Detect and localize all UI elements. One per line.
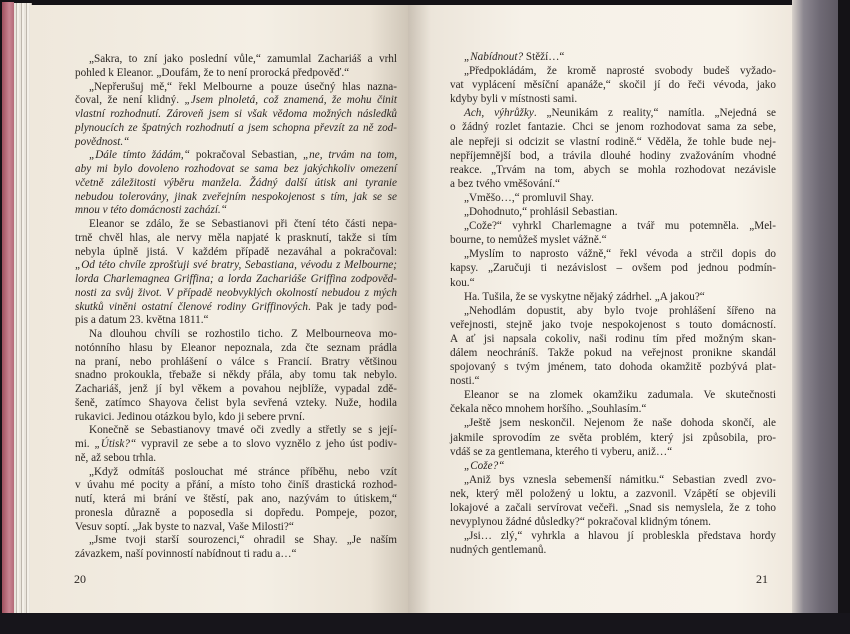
- paragraph: [450, 219, 776, 247]
- text-segment: snadno prokoukla, třebaže si někdy přála, aby tomu tak nebylo.: [75, 369, 397, 382]
- text-line: [450, 247, 776, 261]
- text-segment: veřejnosti, stejně jako tvoje nespokojenost s touto domácností.: [450, 318, 776, 331]
- italic-text-segment: nebudou tolerovány, jinak zveřejním nespokojenost s tím, jak se se: [75, 190, 397, 203]
- text-line: [450, 431, 776, 445]
- paragraph: [450, 50, 776, 64]
- text-segment: čekala něco mnohem horšího. „Souhlasím.“: [450, 403, 647, 416]
- italic-text-segment: nosti za svůj život. V případě neobvyklých okolností nebudou z mých: [75, 286, 397, 299]
- text-segment: nevyplynou žádné důsledky?“ pokračoval klidným tónem.: [450, 516, 711, 529]
- text-line: [450, 50, 776, 64]
- text-line: [450, 177, 776, 191]
- paragraph: [75, 534, 397, 562]
- text-line: [450, 106, 776, 120]
- italic-text-segment: Ach, výhrůžky: [464, 107, 534, 120]
- text-line: [450, 529, 776, 543]
- text-line: [75, 81, 397, 95]
- paragraph: [450, 416, 776, 458]
- text-segment: A ať jsi napsala cokoliv, naši rodinu tím před možným skan-: [450, 332, 776, 345]
- text-line: [450, 416, 776, 430]
- text-line: [450, 402, 776, 416]
- text-line: [450, 374, 776, 388]
- text-segment: bourne, to nemůžeš myslet vážně.“: [450, 234, 607, 247]
- text-segment: lokajové a začali servírovat večeři. „Snad sis nemyslela, že z toho: [450, 502, 776, 514]
- text-segment: „Vměšo…,“ promluvil Shay.: [464, 191, 594, 204]
- text-segment: Stěží…“: [523, 51, 565, 63]
- text-segment: šeně, zatímco Shayova čelist byla sevřená vzteky. Nuže, hodila: [75, 396, 397, 409]
- italic-text-segment: „ne, trvám na tom,: [302, 149, 398, 162]
- text-line: [450, 543, 776, 557]
- text-segment: vdáš se za gentlemana, kterého ti vyberu, aniž…“: [450, 445, 673, 458]
- text-segment: „Cože?“ vyhrkl Charlemagne a tvář mu potemněla. „Mel-: [464, 220, 776, 233]
- book-cover-edge: [2, 2, 14, 620]
- paragraph: [450, 64, 776, 106]
- text-line: [75, 466, 397, 480]
- italic-text-segment: včetně záležitosti výběru manžela. Žádný další útisk ani tyranie: [75, 176, 397, 189]
- text-line: [75, 218, 397, 232]
- text-line: [75, 548, 397, 562]
- text-line: [450, 261, 776, 275]
- text-segment: notónního hlasu by Eleanor nepoznala, zda čte seznam prádla: [75, 341, 397, 354]
- paragraph: [450, 191, 776, 205]
- text-line: [450, 120, 776, 134]
- text-line: [450, 135, 776, 149]
- text-line: [450, 445, 776, 459]
- text-segment: Na dlouhou chvíli se rozhostilo ticho. Z Melbourneova mo-: [89, 328, 397, 340]
- text-line: [450, 515, 776, 529]
- text-segment: v úvahu mé pocity a přání, a místo toho činíš drastická rozhod-: [75, 479, 397, 492]
- text-segment: ně, až sebou trhla.: [75, 451, 157, 464]
- text-segment: Zachariáš, jenž jí byl věkem a povahou nejblíže, vypadal zdě-: [75, 383, 397, 395]
- text-line: [75, 163, 397, 177]
- text-line: [450, 318, 776, 332]
- text-line: [75, 94, 397, 108]
- text-line: [450, 64, 776, 78]
- text-segment: „Myslím to naprosto vážně,“ řekl vévoda a strčil dopis do: [464, 248, 776, 261]
- text-segment: „Jsme tvoji starší sourozenci,“ ohradil se Shay. „Je naším: [89, 534, 397, 547]
- text-line: [450, 501, 776, 515]
- text-segment: „Dohodnuto,“ prohlásil Sebastian.: [464, 206, 618, 219]
- text-line: [75, 204, 397, 218]
- italic-text-segment: vlastní rozhodnutí. Zároveň jsem si však vědoma možných následků: [75, 108, 397, 120]
- right-page: [408, 5, 792, 613]
- text-segment: „Jsi… zlý,“ vyhrkla a hlavou jí probleskla představa hordy: [464, 530, 776, 543]
- text-segment: „Předpokládám, že kromě naprosté svobody budeš vyžado-: [464, 65, 776, 78]
- text-line: [75, 273, 397, 287]
- text-segment: Ha. Tušila, že se vyskytne nějaký zádrhel. „A jakou?“: [464, 290, 705, 303]
- page-number-left: 20: [74, 572, 86, 586]
- text-line: [450, 163, 776, 177]
- italic-text-segment: lorda Charlemagnea Griffina; a lorda Zachariáše Griffina zodpověd-: [75, 273, 397, 285]
- text-line: [450, 332, 776, 346]
- text-segment: Eleanor se zdálo, že se Sebastianovi při čtení této části nepa-: [89, 218, 397, 230]
- text-line: [75, 356, 397, 370]
- text-segment: kapsy. „Zaručuji ti nezávislost – ovšem pod jednou podmín-: [450, 262, 776, 275]
- text-segment: . Pak je tady pod-: [307, 300, 398, 313]
- text-segment: pokračoval Sebastian,: [189, 149, 303, 162]
- paragraph: [450, 106, 776, 191]
- text-segment: nepříjemnější bod, a trávila dlouhé hodiny zvažováním vhodné: [450, 149, 776, 162]
- text-line: [75, 301, 397, 315]
- text-segment: vat vyplácení měsíční apanáže,“ skočil jí do řeči vévoda, jako: [450, 79, 776, 92]
- text-segment: Vesuv soptí. „Jak byste to nazval, Vaše Milosti?“: [75, 520, 294, 533]
- text-line: [75, 67, 397, 81]
- text-line: [450, 360, 776, 374]
- text-segment: závazkem, naší povinností nabídnout ti radu a…“: [75, 548, 297, 560]
- italic-text-segment: „Dále tímto žádám,“: [89, 149, 190, 162]
- text-line: [450, 205, 776, 219]
- text-line: [75, 452, 397, 466]
- text-segment: jakmile sprovodím ze světa problém, který jsi způsobila, pro-: [450, 431, 776, 444]
- text-segment: nutí, která mi brání ve štěstí, pak ano, nazývám to útiskem,“: [75, 493, 397, 505]
- paragraph: [75, 53, 397, 81]
- text-segment: nebyla úplně jistá. V každém případě nezaváhal a pokračoval:: [75, 245, 397, 258]
- paragraph: [450, 290, 776, 304]
- table-surface: [0, 613, 850, 634]
- text-line: [75, 479, 397, 493]
- italic-text-segment: skutků viněni ostatní členové rodiny Griffinových: [75, 300, 308, 313]
- text-line: [75, 521, 397, 535]
- text-segment: „Nepřerušuj mě,“ řekl Melbourne a pouze úsečný hlas nazna-: [89, 80, 397, 93]
- text-segment: nosti.“: [450, 375, 480, 388]
- text-line: [450, 78, 776, 92]
- italic-text-segment: plynoucích ze špatných rozhodnutí a jsem schopna převzít za ně zod-: [75, 121, 397, 134]
- text-segment: ale nepřeji si odcizit se vlastní rodině.“ Věděla, že tohle bude nej-: [450, 135, 776, 148]
- text-segment: dálem neochráníš. Takže pokud na veřejnost pronikne skandál: [450, 346, 776, 359]
- text-line: [75, 438, 397, 452]
- text-line: [75, 232, 397, 246]
- text-line: [75, 383, 397, 397]
- text-segment: pis a datum 23. května 1811.“: [75, 314, 209, 327]
- text-line: [75, 108, 397, 122]
- text-segment: „Nehodlám dopustit, aby bylo tvoje prohlášení šířeno na: [464, 304, 776, 317]
- text-segment: reakce. „Trvám na tom, abych se mohla rozhodovat nezávisle: [450, 163, 776, 176]
- text-segment: na praní, nebo prohlášení o válce s Francií. Bratry většinou: [75, 355, 397, 368]
- text-line: [75, 149, 397, 163]
- text-segment: „Aniž bys vznesla sebemenší námitku.“ Sebastian zvedl zvo-: [464, 473, 776, 486]
- text-segment: pohled k Eleanor. „Doufám, že to není prorocká předpověď.“: [75, 66, 350, 79]
- italic-text-segment: „Cože?“: [464, 459, 505, 472]
- text-segment: o žádný rozlet fantazie. Chci se jenom rozhodovat sama za sebe,: [450, 121, 776, 134]
- paragraph: [75, 424, 397, 465]
- page-stack-edge-right: [792, 0, 838, 620]
- italic-text-segment: „Nabídnout?: [464, 51, 524, 63]
- paragraph: [75, 328, 397, 424]
- text-line: [450, 473, 776, 487]
- paragraph: [75, 466, 397, 535]
- italic-text-segment: povědnost.“: [75, 135, 130, 148]
- paragraph: [450, 247, 776, 289]
- text-line: [75, 424, 397, 438]
- paragraph: [75, 81, 397, 150]
- text-segment: kou.“: [450, 276, 475, 289]
- text-line: [75, 122, 397, 136]
- text-line: [75, 287, 397, 301]
- text-line: [75, 246, 397, 260]
- text-segment: vypravil ze sebe a to slovo vyznělo z jeho úst podiv-: [136, 438, 397, 450]
- text-line: [75, 259, 397, 273]
- text-segment: . „Neunikám z reality,“ namítla. „Nejedná se: [533, 107, 776, 120]
- text-segment: mi.: [75, 438, 95, 450]
- text-line: [75, 342, 397, 356]
- text-line: [450, 233, 776, 247]
- text-line: [450, 149, 776, 163]
- text-segment: „Když odmítáš poslouchat mé stránce příběhu, nebo vzít: [89, 465, 397, 478]
- text-line: [75, 369, 397, 383]
- italic-text-segment: mnou v této domácnosti zachází.“: [75, 204, 227, 217]
- text-segment: a bez tvého vměšování.“: [450, 177, 560, 190]
- paragraph: [450, 459, 776, 473]
- text-segment: „Ještě jsem neskončil. Nejenom že naše dohoda skončí, ale: [464, 417, 776, 430]
- italic-text-segment: „Od této chvíle zprošťuji své bratry, Sebastiana, vévodu z Melbourne;: [75, 259, 397, 272]
- text-line: [450, 191, 776, 205]
- text-segment: „Sakra, to zní jako poslední vůle,“ zamumlal Zachariáš a vrhl: [89, 53, 397, 65]
- text-segment: pronesla důrazně a poposedla si dopředu. Pompeje, pozor,: [75, 506, 397, 519]
- text-segment: čoval, že není klidný.: [75, 94, 185, 107]
- text-line: [75, 411, 397, 425]
- text-line: [75, 507, 397, 521]
- left-page: [30, 5, 408, 613]
- text-line: [75, 177, 397, 191]
- text-line: [450, 276, 776, 290]
- text-segment: Konečně se Sebastianovy tmavé oči zvedly a střetly se s její-: [89, 424, 397, 437]
- text-line: [450, 346, 776, 360]
- text-segment: Eleanor se na zlomek okamžiku zadumala. Ve skutečnosti: [464, 389, 776, 402]
- text-line: [75, 136, 397, 150]
- paragraph: [450, 205, 776, 219]
- text-line: [75, 53, 397, 67]
- paragraph: [75, 218, 397, 328]
- text-line: [450, 290, 776, 304]
- page-number-right: 21: [756, 572, 768, 586]
- text-line: [75, 191, 397, 205]
- italic-text-segment: aby mi bylo dovoleno rozhodovat se sama bez jakýchkoliv omezení: [75, 163, 397, 175]
- text-line: [450, 92, 776, 106]
- paragraph: [450, 304, 776, 389]
- italic-text-segment: „Jsem plnoletá, což znamená, že mohu činit: [184, 94, 397, 107]
- text-line: [75, 314, 397, 328]
- text-line: [450, 459, 776, 473]
- text-line: [75, 493, 397, 507]
- text-segment: trně chvěl hlas, ale nervy měla napjaté k prasknutí, takže si tím: [75, 231, 397, 244]
- right-page-body: [450, 50, 776, 557]
- text-line: [75, 397, 397, 411]
- text-line: [450, 388, 776, 402]
- left-page-body: [75, 53, 397, 562]
- paragraph: [75, 149, 397, 218]
- text-line: [450, 487, 776, 501]
- text-segment: kdyby byli v místnosti sami.: [450, 93, 578, 106]
- paragraph: [450, 388, 776, 416]
- italic-text-segment: „Útisk?“: [94, 438, 137, 450]
- text-segment: rukavici. Jedinou otázkou bylo, kdo ji sebere první.: [75, 410, 305, 423]
- paragraph: [450, 473, 776, 529]
- text-line: [450, 219, 776, 233]
- text-line: [450, 304, 776, 318]
- paragraph: [450, 529, 776, 557]
- text-segment: nudných gentlemanů.: [450, 544, 547, 557]
- text-segment: nek, který měl položený u loktu, a zazvonil. Vzápětí se objevili: [450, 487, 776, 500]
- text-segment: spojovaný s tvým jménem, tato dohoda okamžitě pozbývá plat-: [450, 361, 776, 374]
- text-line: [75, 328, 397, 342]
- text-line: [75, 534, 397, 548]
